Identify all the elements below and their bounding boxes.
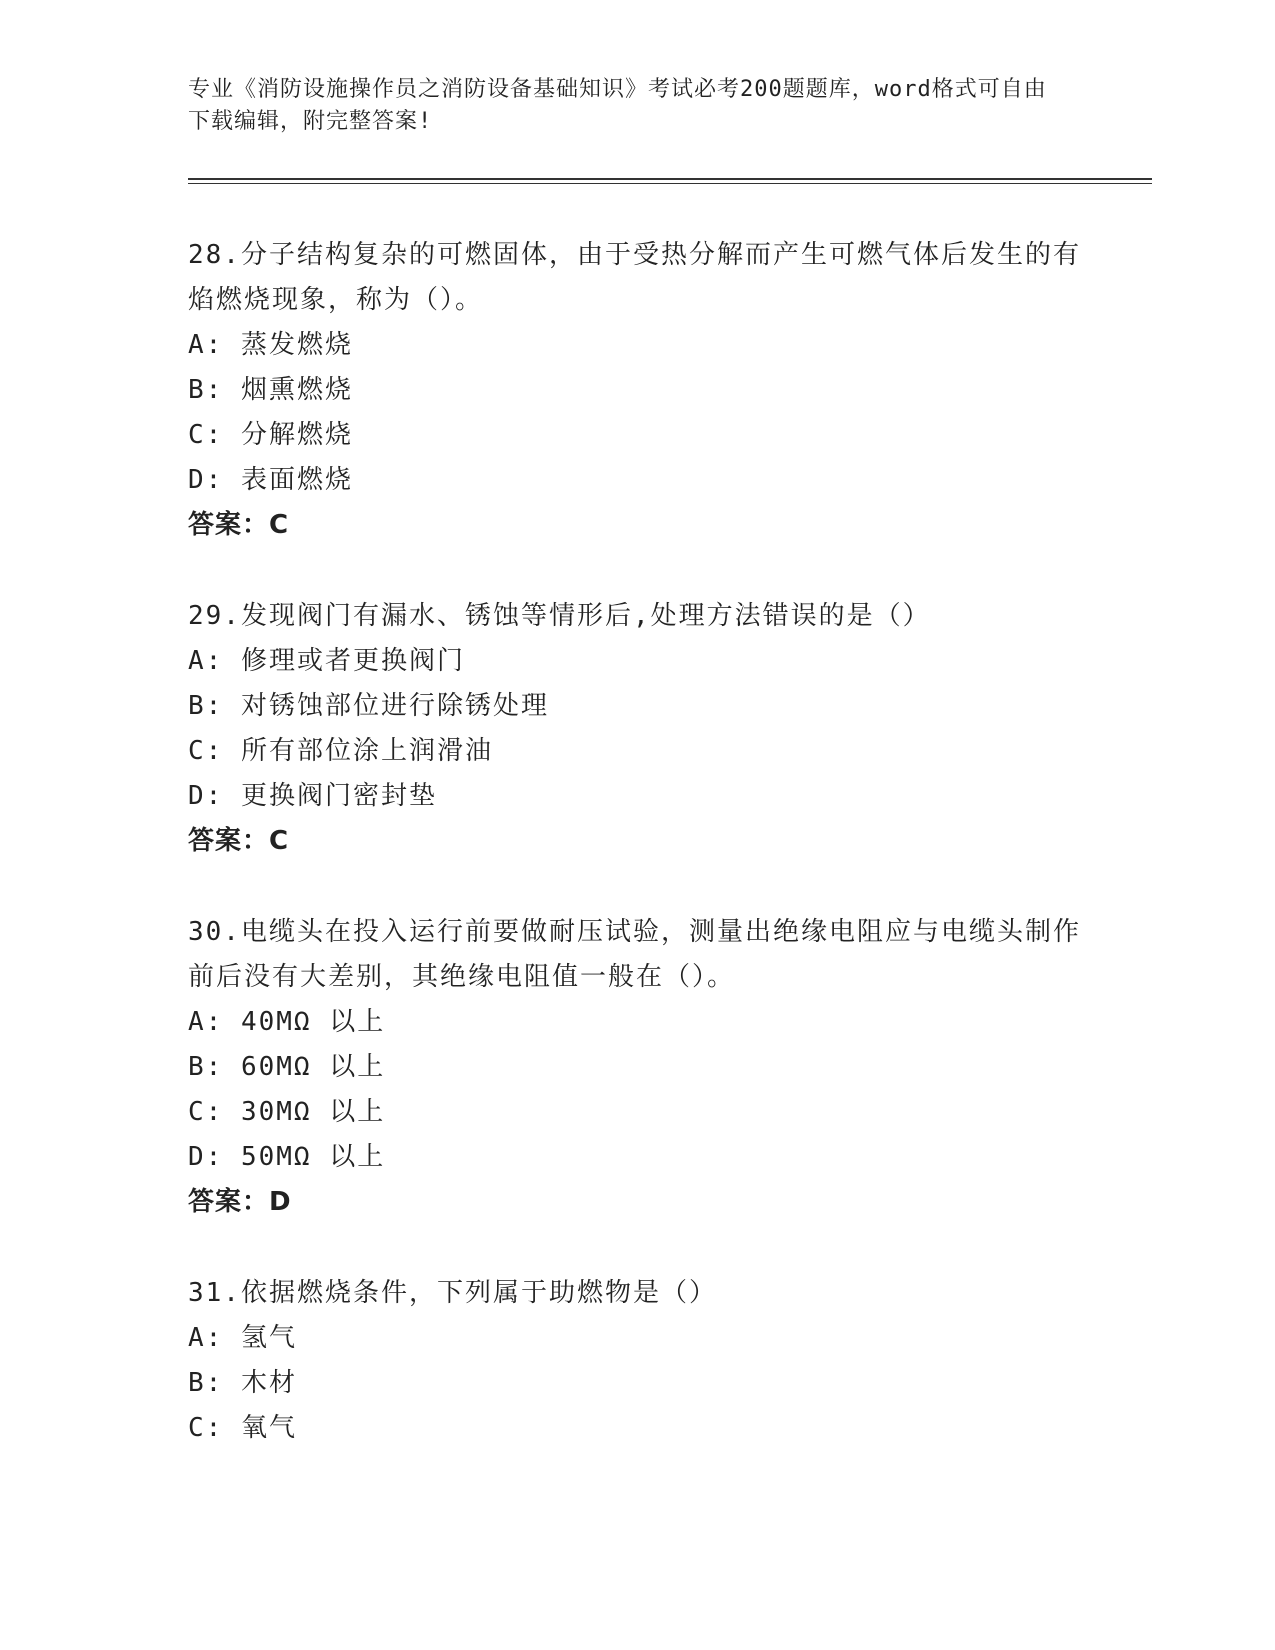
- option-b: B: 60MΩ 以上: [188, 1052, 386, 1082]
- option-c: C: 所有部位涂上润滑油: [188, 736, 493, 766]
- option-d: D: 表面燃烧: [188, 465, 353, 495]
- header-rule-thick: [188, 178, 1152, 180]
- answer-line: 答案：C: [188, 510, 290, 540]
- question-30: [188, 910, 1088, 1225]
- answer-line: 答案：C: [188, 826, 290, 856]
- question-31: [188, 1271, 1088, 1451]
- question-text: 30.电缆头在投入运行前要做耐压试验，测量出绝缘电阻应与电缆头制作前后没有大差别，其绝缘电阻值一般在（）。: [188, 917, 1081, 992]
- question-text: 31.依据燃烧条件，下列属于助燃物是（）: [188, 1278, 717, 1308]
- question-29: [188, 594, 1088, 864]
- answer-line: 答案：D: [188, 1187, 292, 1217]
- option-d: D: 更换阀门密封垫: [188, 781, 437, 811]
- question-text: 28.分子结构复杂的可燃固体，由于受热分解而产生可燃气体后发生的有焰燃烧现象，称为（）。: [188, 240, 1081, 315]
- option-a: A: 40MΩ 以上: [188, 1007, 386, 1037]
- option-d: D: 50MΩ 以上: [188, 1142, 386, 1172]
- question-28: [188, 233, 1088, 548]
- option-b: B: 木材: [188, 1368, 297, 1398]
- option-a: A: 氢气: [188, 1323, 297, 1353]
- question-list: [188, 233, 1088, 1497]
- option-a: A: 蒸发燃烧: [188, 330, 353, 360]
- option-a: A: 修理或者更换阀门: [188, 646, 465, 676]
- header-rule-thin: [188, 183, 1152, 184]
- document-header: 专业《消防设施操作员之消防设备基础知识》考试必考200题题库，word格式可自由下载编辑，附完整答案!: [188, 77, 1047, 134]
- option-b: B: 对锈蚀部位进行除锈处理: [188, 691, 549, 721]
- option-b: B: 烟熏燃烧: [188, 375, 353, 405]
- option-c: C: 分解燃烧: [188, 420, 353, 450]
- option-c: C: 30MΩ 以上: [188, 1097, 386, 1127]
- question-text: 29.发现阀门有漏水、锈蚀等情形后,处理方法错误的是（）: [188, 601, 931, 631]
- option-c: C: 氧气: [188, 1413, 297, 1443]
